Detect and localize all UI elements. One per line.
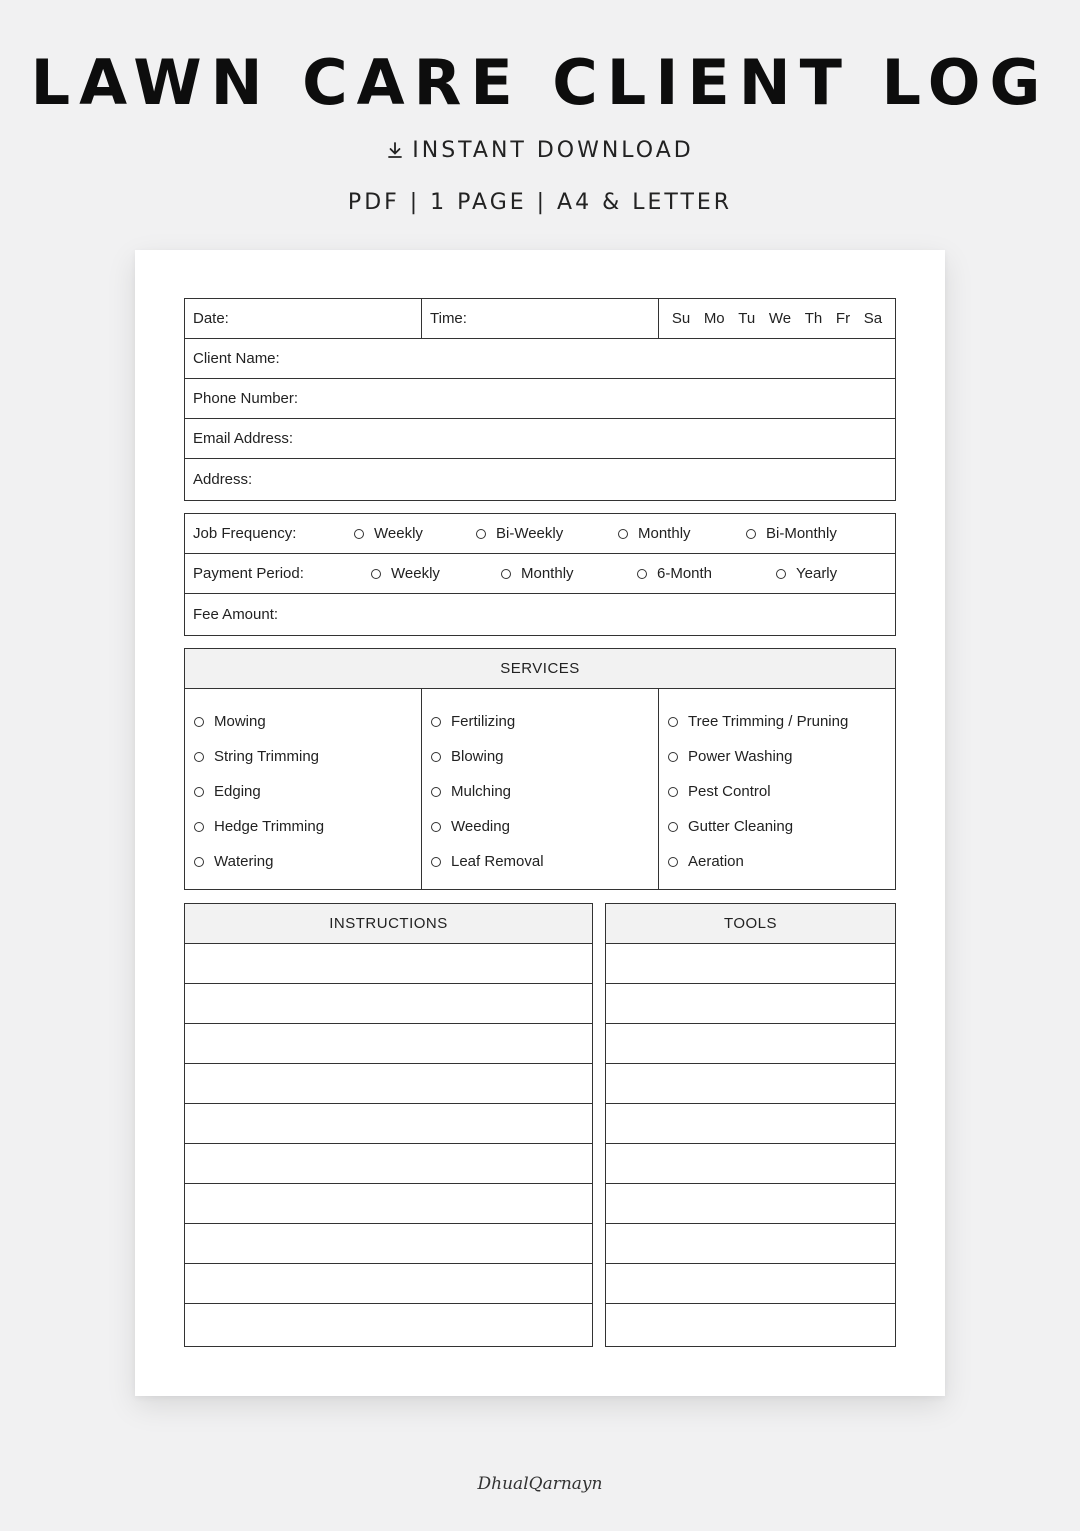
service-option-mulching[interactable] xyxy=(431,774,658,809)
service-option-hedge-trimming[interactable] xyxy=(194,809,421,844)
designer-signature: DhualQarnayn xyxy=(477,1474,603,1494)
radio-circle-icon xyxy=(776,569,786,579)
service-option-label: Blowing xyxy=(451,748,504,765)
radio-circle-icon xyxy=(431,822,441,832)
service-option-label: Pest Control xyxy=(688,783,771,800)
instructions-lines xyxy=(185,944,592,1344)
service-option-label: Mowing xyxy=(214,713,266,730)
job-frequency-label: Job Frequency: xyxy=(193,525,297,542)
frequency-option-label: Monthly xyxy=(638,525,691,542)
weekday-mo[interactable]: Mo xyxy=(703,310,725,327)
radio-circle-icon xyxy=(668,857,678,867)
date-field[interactable] xyxy=(185,299,422,338)
tools-line[interactable] xyxy=(606,1104,895,1144)
service-option-mowing[interactable] xyxy=(194,704,421,739)
instructions-line[interactable] xyxy=(185,1184,592,1224)
services-column xyxy=(658,689,895,889)
tools-line[interactable] xyxy=(606,1144,895,1184)
services-column xyxy=(421,689,658,889)
service-option-tree-trimming-pruning[interactable] xyxy=(668,704,895,739)
radio-circle-icon xyxy=(431,717,441,727)
weekday-list xyxy=(659,310,895,327)
tools-line[interactable] xyxy=(606,1064,895,1104)
service-option-label: Power Washing xyxy=(688,748,793,765)
phone-field[interactable] xyxy=(185,379,895,419)
payment-option-label: Yearly xyxy=(796,565,838,582)
date-time-row xyxy=(185,299,895,339)
payment-option-label: Monthly xyxy=(521,565,574,582)
radio-circle-icon xyxy=(637,569,647,579)
radio-circle-icon xyxy=(746,529,756,539)
payment-option-monthly[interactable] xyxy=(501,554,574,593)
download-icon xyxy=(386,141,404,159)
page-title: LAWN CARE CLIENT LOG xyxy=(30,46,1050,119)
radio-circle-icon xyxy=(354,529,364,539)
radio-circle-icon xyxy=(194,857,204,867)
instructions-line[interactable] xyxy=(185,984,592,1024)
service-option-aeration[interactable] xyxy=(668,844,895,879)
radio-circle-icon xyxy=(194,787,204,797)
radio-circle-icon xyxy=(194,717,204,727)
payment-option-yearly[interactable] xyxy=(776,554,837,593)
time-field[interactable] xyxy=(422,299,659,338)
tools-box xyxy=(605,903,896,1347)
payment-period-row xyxy=(185,554,895,594)
address-field[interactable] xyxy=(185,459,895,499)
radio-circle-icon xyxy=(476,529,486,539)
date-label: Date: xyxy=(193,310,229,327)
service-option-watering[interactable] xyxy=(194,844,421,879)
service-option-string-trimming[interactable] xyxy=(194,739,421,774)
weekday-fr[interactable]: Fr xyxy=(835,310,851,327)
frequency-option-label: Weekly xyxy=(374,525,423,542)
payment-option-6-month[interactable] xyxy=(637,554,712,593)
instructions-line[interactable] xyxy=(185,1104,592,1144)
format-label: PDF | 1 PAGE | A4 & LETTER xyxy=(347,190,733,215)
service-option-label: Watering xyxy=(214,853,274,870)
download-line xyxy=(0,138,1080,163)
tools-lines xyxy=(606,944,895,1344)
service-option-power-washing[interactable] xyxy=(668,739,895,774)
radio-circle-icon xyxy=(501,569,511,579)
frequency-option-bi-monthly[interactable] xyxy=(746,514,837,553)
frequency-option-bi-weekly[interactable] xyxy=(476,514,563,553)
payment-option-label: Weekly xyxy=(391,565,440,582)
service-option-edging[interactable] xyxy=(194,774,421,809)
tools-line[interactable] xyxy=(606,944,895,984)
radio-circle-icon xyxy=(371,569,381,579)
instructions-header: INSTRUCTIONS xyxy=(185,904,592,944)
radio-circle-icon xyxy=(668,822,678,832)
radio-circle-icon xyxy=(431,857,441,867)
tools-line[interactable] xyxy=(606,1224,895,1264)
weekday-sa[interactable]: Sa xyxy=(863,310,883,327)
time-label: Time: xyxy=(430,310,467,327)
email-label: Email Address: xyxy=(193,430,294,447)
service-option-label: Leaf Removal xyxy=(451,853,544,870)
instructions-line[interactable] xyxy=(185,1024,592,1064)
tools-header: TOOLS xyxy=(606,904,895,944)
services-columns xyxy=(185,689,895,889)
instructions-line[interactable] xyxy=(185,1224,592,1264)
payment-option-weekly[interactable] xyxy=(371,554,440,593)
service-option-gutter-cleaning[interactable] xyxy=(668,809,895,844)
email-field[interactable] xyxy=(185,419,895,459)
service-option-fertilizing[interactable] xyxy=(431,704,658,739)
instructions-line[interactable] xyxy=(185,944,592,984)
job-box xyxy=(184,513,896,636)
radio-circle-icon xyxy=(431,787,441,797)
service-option-pest-control[interactable] xyxy=(668,774,895,809)
tools-line[interactable] xyxy=(606,1264,895,1304)
frequency-option-label: Bi-Weekly xyxy=(496,525,564,542)
address-label: Address: xyxy=(193,470,253,488)
frequency-option-weekly[interactable] xyxy=(354,514,423,553)
instructions-box xyxy=(184,903,593,1347)
radio-circle-icon xyxy=(431,752,441,762)
frequency-option-monthly[interactable] xyxy=(618,514,691,553)
weekday-we[interactable]: We xyxy=(768,310,792,327)
service-option-weeding[interactable] xyxy=(431,809,658,844)
service-option-blowing[interactable] xyxy=(431,739,658,774)
log-sheet xyxy=(135,250,945,1396)
client-name-field[interactable] xyxy=(185,339,895,379)
radio-circle-icon xyxy=(618,529,628,539)
service-option-label: Aeration xyxy=(688,853,744,870)
instructions-line[interactable] xyxy=(185,1304,592,1344)
client-name-label: Client Name: xyxy=(193,350,280,367)
fee-amount-label: Fee Amount: xyxy=(193,605,279,623)
download-label: INSTANT DOWNLOAD xyxy=(412,138,694,163)
payment-period-label: Payment Period: xyxy=(193,565,304,582)
service-option-label: Weeding xyxy=(451,818,510,835)
radio-circle-icon xyxy=(194,752,204,762)
service-option-label: Mulching xyxy=(451,783,512,800)
instructions-line[interactable] xyxy=(185,1264,592,1304)
service-option-leaf-removal[interactable] xyxy=(431,844,658,879)
fee-amount-field[interactable] xyxy=(185,594,895,634)
radio-circle-icon xyxy=(668,717,678,727)
service-option-label: String Trimming xyxy=(214,748,320,765)
service-option-label: Tree Trimming / Pruning xyxy=(688,713,849,730)
tools-line[interactable] xyxy=(606,1024,895,1064)
payment-option-label: 6-Month xyxy=(657,565,713,582)
services-header: SERVICES xyxy=(185,649,895,689)
frequency-option-label: Bi-Monthly xyxy=(766,525,837,542)
service-option-label: Gutter Cleaning xyxy=(688,818,794,835)
instructions-line[interactable] xyxy=(185,1064,592,1104)
phone-label: Phone Number: xyxy=(193,390,299,407)
tools-line[interactable] xyxy=(606,984,895,1024)
weekday-th[interactable]: Th xyxy=(804,310,823,327)
weekday-tu[interactable]: Tu xyxy=(738,310,756,327)
radio-circle-icon xyxy=(668,787,678,797)
client-info-box xyxy=(184,298,896,501)
tools-line[interactable] xyxy=(606,1184,895,1224)
services-box xyxy=(184,648,896,890)
service-option-label: Fertilizing xyxy=(451,713,516,730)
job-frequency-row xyxy=(185,514,895,554)
tools-line[interactable] xyxy=(606,1304,895,1344)
weekday-selector xyxy=(659,299,895,338)
services-column xyxy=(185,689,421,889)
service-option-label: Edging xyxy=(214,783,261,800)
weekday-su[interactable]: Su xyxy=(671,310,691,327)
radio-circle-icon xyxy=(668,752,678,762)
instructions-line[interactable] xyxy=(185,1144,592,1184)
radio-circle-icon xyxy=(194,822,204,832)
service-option-label: Hedge Trimming xyxy=(214,818,325,835)
